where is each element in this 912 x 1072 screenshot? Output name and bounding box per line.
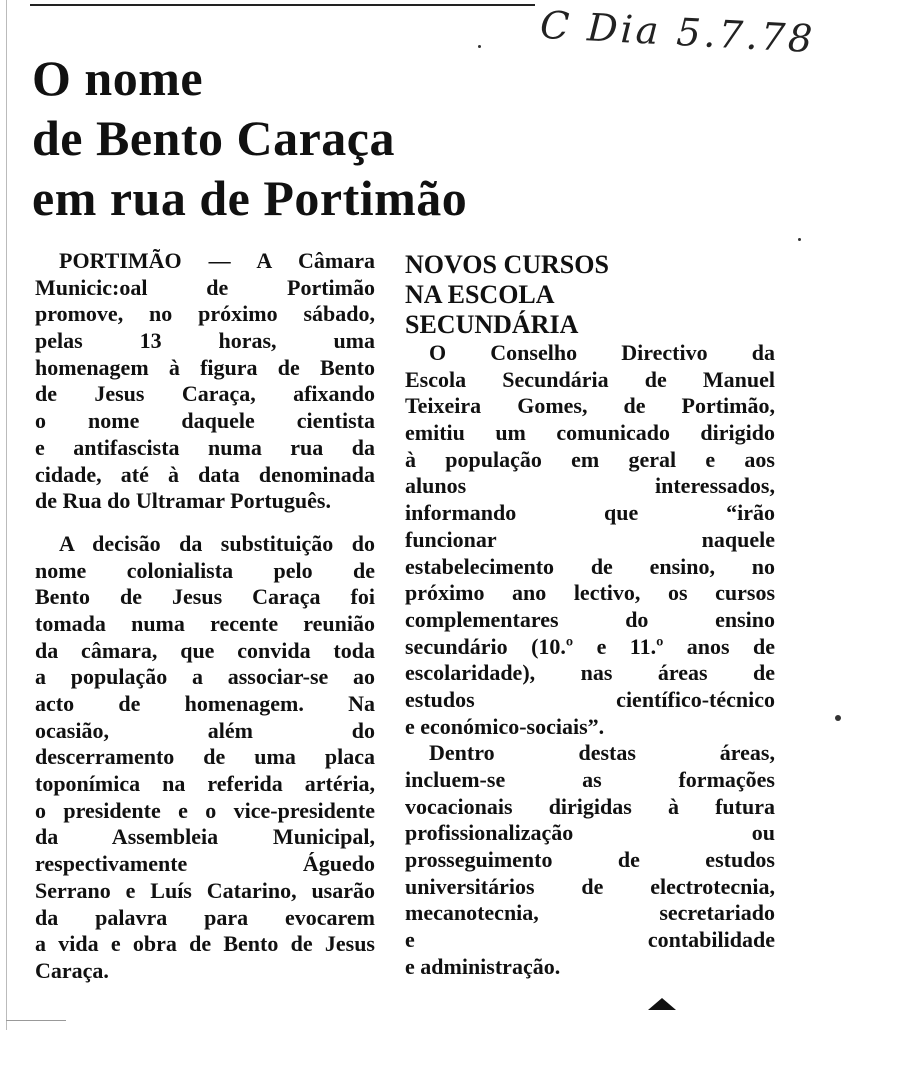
text-line: incluem-se as formações — [405, 767, 775, 792]
text-line: acto de homenagem. Na — [35, 691, 375, 716]
text-line: vocacionais dirigidas à futura — [405, 793, 775, 819]
subheading-line: NOVOS CURSOS — [405, 250, 609, 279]
text-line: emitiu um comunicado dirigido — [405, 420, 775, 446]
text-line: tomada numa recente reunião — [35, 610, 375, 636]
text-line: a população a associar-se ao — [35, 664, 375, 690]
text-line: Municic:oal de Portimão — [35, 274, 375, 300]
text-line: PORTIMÃO — A Câmara — [59, 248, 375, 273]
text-line: à população em geral e aos — [405, 446, 775, 472]
text-line: A decisão da substituição do — [59, 530, 375, 556]
text-line: ocasião, além do — [35, 717, 375, 743]
text-line: estudos científico-técnico — [405, 686, 775, 712]
text-line: O Conselho Directivo da — [429, 340, 775, 365]
text-line: escolaridade), nas áreas de — [405, 660, 775, 686]
end-of-article-mark — [648, 998, 676, 1010]
text-line: da palavra para evocarem — [35, 904, 375, 930]
text-line: a vida e obra de Bento de Jesus — [35, 931, 375, 957]
text-line: estabelecimento de ensino, no — [405, 553, 775, 579]
text-line: o presidente e o vice-presidente — [35, 797, 375, 823]
text-line: funcionar naquele — [405, 526, 775, 552]
text-line: Teixeira Gomes, de Portimão, — [405, 393, 775, 419]
handwritten-date-note: C Dia 5.7.78 — [539, 2, 817, 62]
headline-line: em rua de Portimão — [32, 170, 468, 226]
text-line: descerramento de uma placa — [35, 744, 375, 770]
headline — [32, 48, 467, 228]
text-line: complementares do ensino — [405, 606, 775, 632]
text-line: Escola Secundária de Manuel — [405, 366, 775, 392]
text-line: e administração. — [405, 953, 561, 979]
scan-speck — [478, 45, 481, 48]
text-line: prosseguimento de estudos — [405, 847, 775, 873]
text-line: Serrano e Luís Catarino, usarão — [35, 877, 375, 903]
text-line: da Assembleia Municipal, — [35, 824, 375, 850]
text-line: de Rua do Ultramar Português. — [35, 488, 331, 514]
scan-edge — [6, 0, 7, 1030]
text-line: respectivamente Águedo — [35, 851, 375, 877]
text-line: o nome daquele cientista — [35, 408, 375, 434]
text-line: promove, no próximo sábado, — [35, 301, 375, 327]
paragraph-gap — [35, 515, 375, 531]
text-line: de Jesus Caraça, afixando — [35, 381, 375, 407]
headline-line: O nome — [32, 50, 204, 106]
text-line: próximo ano lectivo, os cursos — [405, 580, 775, 606]
text-line: secundário (10.º e 11.º anos de — [405, 633, 775, 659]
text-line: informando que “irão — [405, 500, 775, 526]
scan-edge-bottom — [6, 1020, 66, 1021]
text-line: cidade, até à data denominada — [35, 461, 375, 487]
text-line: nome colonialista pelo de — [35, 557, 375, 583]
subheading-line: NA ESCOLA — [405, 280, 555, 309]
scan-speck — [798, 238, 801, 241]
text-line: toponímica na referida artéria, — [35, 771, 375, 797]
headline-line: de Bento Caraça — [32, 110, 395, 166]
text-line: homenagem à figura de Bento — [35, 354, 375, 380]
text-line: pelas 13 horas, uma — [35, 328, 375, 354]
text-line: e económico-sociais”. — [405, 713, 605, 739]
text-line: da câmara, que convida toda — [35, 637, 375, 663]
text-line: profissionalização ou — [405, 820, 775, 846]
text-line: e contabilidade — [405, 927, 775, 953]
scan-speck — [835, 715, 841, 721]
text-line: Caraça. — [35, 957, 109, 983]
text-line: mecanotecnia, secretariado — [405, 900, 775, 926]
text-line: Bento de Jesus Caraça foi — [35, 584, 375, 610]
text-line: Dentro destas áreas, — [429, 740, 775, 766]
left-article-column — [35, 248, 375, 985]
text-line: e antifascista numa rua da — [35, 434, 375, 460]
text-line: alunos interessados, — [405, 473, 775, 499]
text-line: universitários de electrotecnia, — [405, 873, 775, 899]
right-article-column — [405, 340, 775, 981]
top-rule — [30, 4, 535, 6]
subheading — [405, 250, 609, 340]
subheading-line: SECUNDÁRIA — [405, 310, 579, 339]
